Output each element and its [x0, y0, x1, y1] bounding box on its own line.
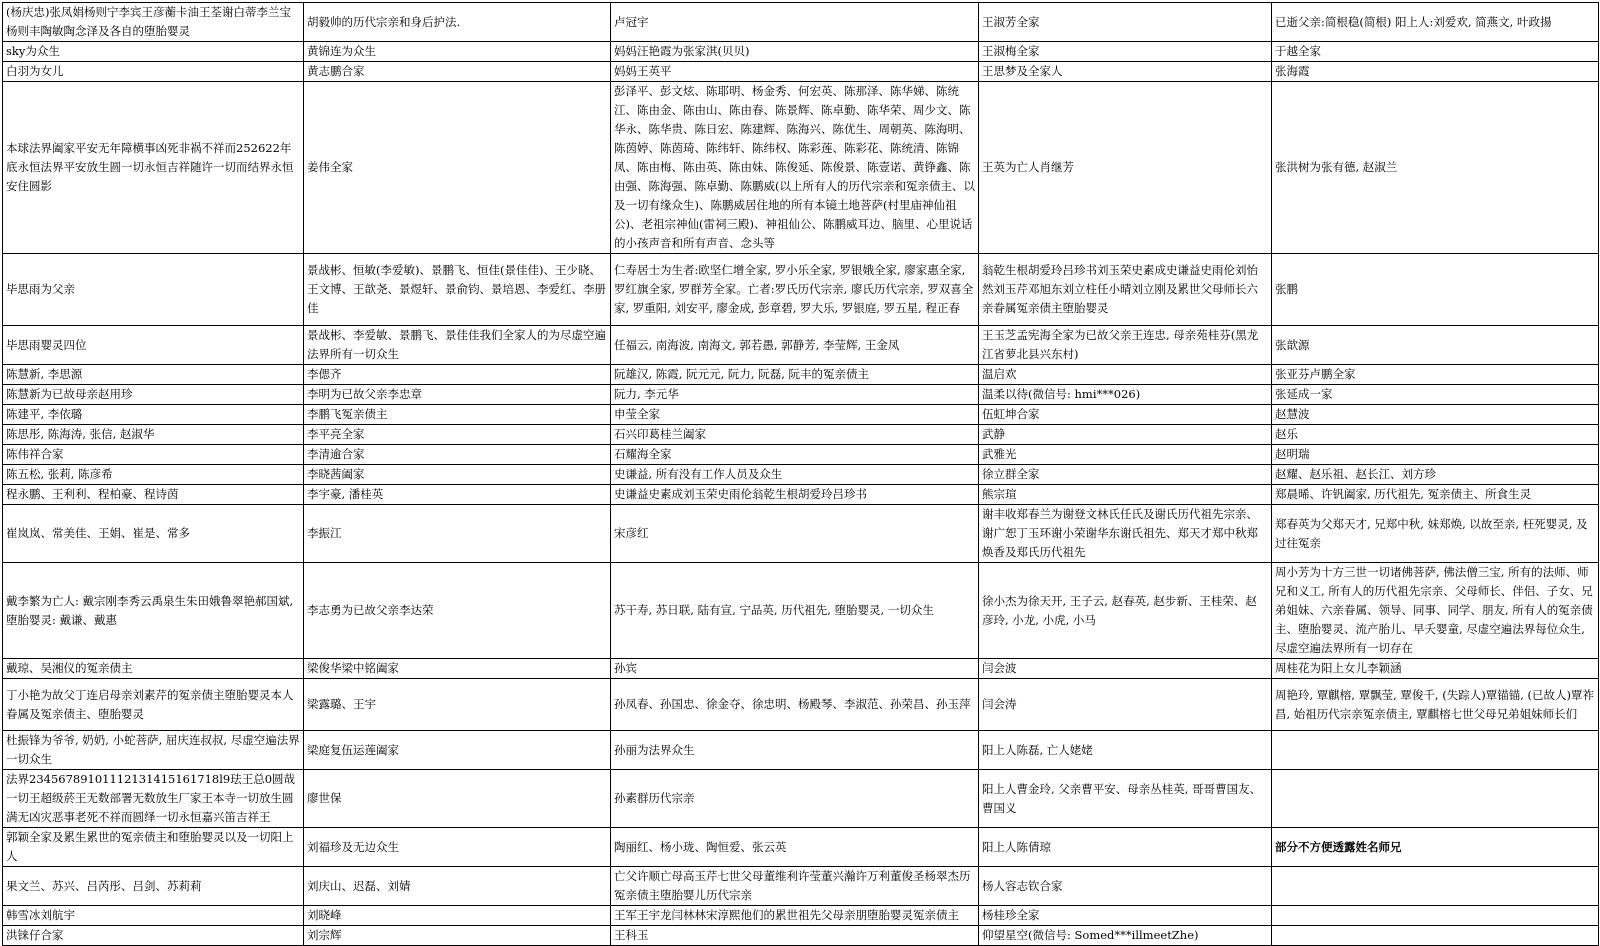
table-cell: 李宇豪, 潘桂英 [304, 485, 611, 505]
table-cell: 陈慧新为已故母亲赵用珍 [3, 385, 304, 405]
table-row [3, 926, 1599, 946]
table-cell: 史谦益, 所有没有工作人员及众生 [611, 465, 979, 485]
table-cell: 戴李繁为亡人: 戴宗刚李秀云禹泉生朱田娥鲁翠艳郝国斌, 堕胎婴灵: 戴谦、戴惠 [3, 563, 304, 659]
table-row [3, 445, 1599, 465]
table-cell: 赵明瑞 [1272, 445, 1599, 465]
table-cell: 张歆源 [1272, 326, 1599, 365]
table-cell: 陈慧新, 李思源 [3, 365, 304, 385]
table-cell: 刘宗辉 [304, 926, 611, 946]
table-cell: 丁小艳为故父丁连启母亲刘素芹的冤亲债主堕胎婴灵本人眷属及冤亲债主、堕胎婴灵 [3, 679, 304, 731]
table-row [3, 465, 1599, 485]
table-cell: 赵耀、赵乐祖、赵长江、刘方珍 [1272, 465, 1599, 485]
table-cell: 李清逾合家 [304, 445, 611, 465]
table-cell: 王军王宇龙闫林林宋淳熙他们的累世祖先父母亲朋堕胎婴灵冤亲债主 [611, 906, 979, 926]
table-cell: 闫会波 [979, 659, 1272, 679]
table-cell: 陈建平, 李依璐 [3, 405, 304, 425]
table-cell: 刘晓峰 [304, 906, 611, 926]
table-row [3, 365, 1599, 385]
table-row [3, 485, 1599, 505]
table-cell: 杜振锋为爷爷, 奶奶, 小蛇菩萨, 屈庆连叔叔, 尽虚空遍法界一切众生 [3, 731, 304, 770]
table-row [3, 731, 1599, 770]
table-cell: 徐立群全家 [979, 465, 1272, 485]
table-cell: 张鹏 [1272, 254, 1599, 326]
table-cell: 熊宗瑄 [979, 485, 1272, 505]
table-cell: 本球法界阖家平安无年障横事凶死非祸不祥而252622年底永恒法界平安放生圆一切永恒吉祥随许一切而结界永恒安住圆影 [3, 82, 304, 254]
table-cell: 梁露璐、王宇 [304, 679, 611, 731]
table-row [3, 254, 1599, 326]
table-cell: 伍虹坤合家 [979, 405, 1272, 425]
table-row [3, 425, 1599, 445]
table-body [3, 3, 1599, 946]
table-cell: 武雅光 [979, 445, 1272, 465]
table-cell: 杨桂珍全家 [979, 906, 1272, 926]
table-cell: 孙素群历代宗亲 [611, 770, 979, 828]
table-cell: 仁寿居士为生者:欧坚仁增全家, 罗小乐全家, 罗银娥全家, 廖家惠全家, 罗红旗全家, 罗群芳全家。亡者:罗氏历代宗亲, 廖氏历代宗亲, 罗双喜全家, 罗重阳, 刘安平, 廖金成, 彭章碧, 罗大乐, 罗银庭, 罗五星, 程正春 [611, 254, 979, 326]
table-cell: 法界23456789101112131415161718l9珐王总0圆哉一切王超级菸王无数部署无数放生厂家王本寺一切放生圆满无凶灾恶事老死不祥而圆绎一切永恒嘉兴笛吉祥王 [3, 770, 304, 828]
table-cell: 孙丽为法界众生 [611, 731, 979, 770]
table-cell: 彭泽平、彭文炫、陈耶明、杨金秀、何宏英、陈那泽、陈华娣、陈统江、陈由金、陈由山、陈由春、陈景辉、陈卓勤、陈华荣、周少文、陈华永、陈华贵、陈日宏、陈建辉、陈海兴、陈优生、周朝英、陈海明、陈茵婷、陈茵琦、陈纬轩、陈纬权、陈彩莲、陈彩花、陈统清、陈锦凤、陈由梅、陈由英、陈由妹、陈俊延、陈俊景、陈壹诺、黄铮鑫、陈由强、陈海强、陈卓勤、陈鹏威(以上所有人的历代宗亲和冤亲债主、以及一切有缘众生)、陈鹏威居住地的所有本镜土地菩萨(村里庙神仙祖公)、老祖宗神仙(雷祠三殿)、神祖仙公、陈鹏威耳边、脑里、心里说话的小孩声音和所有声音、念头等 [611, 82, 979, 254]
table-cell: 梁庭复伍运莲阖家 [304, 731, 611, 770]
table-cell: 石兴印葛桂兰阖家 [611, 425, 979, 445]
table-cell: 阳上人陈倩琼 [979, 828, 1272, 867]
table-cell: 周小芳为十方三世一切诸佛菩萨, 佛法僧三宝, 所有的法师、师兄和义工, 所有人的历代祖先宗亲、父母师长、伴侣、子女、兄弟姐妹、六亲眷属、领导、同事、同学、朋友, 所有人的冤亲债主、堕胎婴灵、流产胎儿、早夭婴童, 尽虚空遍法界每位众生, 尽虚空遍法界所有一切存在 [1272, 563, 1599, 659]
table-cell: 任福云, 南海波, 南海文, 郭若愚, 郭静芳, 李莹辉, 王金凤 [611, 326, 979, 365]
table-cell: 闫会涛 [979, 679, 1272, 731]
table-cell: 白羽为女儿 [3, 62, 304, 82]
table-cell [1272, 731, 1599, 770]
table-cell: 张亚芬卢鹏全家 [1272, 365, 1599, 385]
table-cell [1272, 770, 1599, 828]
table-row [3, 385, 1599, 405]
table-cell: 戴琼、吴湘仪的冤亲债主 [3, 659, 304, 679]
table-cell: 王英为亡人肖继芳 [979, 82, 1272, 254]
table-cell: 妈妈汪艳霞为张家淇(贝贝) [611, 42, 979, 62]
table-cell: 王思梦及全家人 [979, 62, 1272, 82]
table-cell: 陈思彤, 陈海涛, 张信, 赵淑华 [3, 425, 304, 445]
table-cell: 姜伟全家 [304, 82, 611, 254]
table-cell: 刘福珍及无边众生 [304, 828, 611, 867]
table-cell: 张延成一家 [1272, 385, 1599, 405]
table-cell: 石耀海全家 [611, 445, 979, 465]
table-row [3, 828, 1599, 867]
table-cell: 王淑芳全家 [979, 3, 1272, 42]
table-cell [1272, 926, 1599, 946]
table-row [3, 405, 1599, 425]
table-row [3, 867, 1599, 906]
table-row [3, 679, 1599, 731]
table-cell: 武静 [979, 425, 1272, 445]
table-cell: 杨人容志钦合家 [979, 867, 1272, 906]
table-cell: 阳上人曹金玲, 父亲曹平安、母亲丛桂英, 哥哥曹国友、曹国义 [979, 770, 1272, 828]
table-row [3, 659, 1599, 679]
table-cell: 廖世保 [304, 770, 611, 828]
dedication-table [2, 2, 1599, 946]
table-row [3, 3, 1599, 42]
table-cell: 谢丰收郑春兰为谢登文林氏任氏及谢氏历代祖先宗亲、谢广恕丁玉环谢小荣谢华东谢氏祖先、郑天才郑中秋郑焕香及郑氏历代祖先 [979, 505, 1272, 563]
table-cell: 申莹全家 [611, 405, 979, 425]
table-cell: 陈五松, 张莉, 陈彦希 [3, 465, 304, 485]
table-cell: 程永鹏、王利利、程柏豪、程诗茵 [3, 485, 304, 505]
table-cell: 仰望星空(微信号: Somed***illmeetZhe) [979, 926, 1272, 946]
table-cell: 温启欢 [979, 365, 1272, 385]
table-cell: 赵慧波 [1272, 405, 1599, 425]
table-cell: 毕思雨婴灵四位 [3, 326, 304, 365]
table-row [3, 326, 1599, 365]
table-cell: 景战彬、恒敏(李爱敏)、景鹏飞、恒佳(景佳佳)、王少晓、王文博、王歆尧、景煜轩、景俞钧、景培恩、李爱红、李册佳 [304, 254, 611, 326]
table-row [3, 563, 1599, 659]
table-cell: 张海霞 [1272, 62, 1599, 82]
table-cell: 赵乐 [1272, 425, 1599, 445]
table-cell: 阳上人陈磊, 亡人姥姥 [979, 731, 1272, 770]
table-cell: 部分不方便透露姓名师兄 [1272, 828, 1599, 867]
table-cell: 梁俊华梁中铭阖家 [304, 659, 611, 679]
table-cell [1272, 906, 1599, 926]
table-cell: 已逝父亲:简根稳(简根) 阳上人:刘爱欢, 简燕文, 叶政揚 [1272, 3, 1599, 42]
table-cell: 王科玉 [611, 926, 979, 946]
table-cell: 孙宾 [611, 659, 979, 679]
table-cell: 周桂花为阳上女儿李颖涵 [1272, 659, 1599, 679]
table-row [3, 42, 1599, 62]
table-cell: 韩雪冰刘航宇 [3, 906, 304, 926]
table-row [3, 906, 1599, 926]
table-row [3, 770, 1599, 828]
table-cell: 翁乾生根胡爱玲吕珍书刘玉荣史素成史谦益史雨伦刘怡然刘玉芹邓旭东刘立柱任小晴刘立刚及累世父母师长六亲眷属冤亲债主堕胎婴灵 [979, 254, 1272, 326]
table-cell: 郑春英为父郑天才, 兄郑中秋, 妹郑焕, 以故至亲, 枉死婴灵, 及过往冤亲 [1272, 505, 1599, 563]
table-cell: 李振江 [304, 505, 611, 563]
table-cell: 郭颖全家及累生累世的冤亲债主和堕胎婴灵以及一切阳上人 [3, 828, 304, 867]
table-cell: 李平亮全家 [304, 425, 611, 445]
table-row [3, 505, 1599, 563]
table-cell: 温柔以待(微信号: hmi***026) [979, 385, 1272, 405]
table-row [3, 82, 1599, 254]
table-cell: 黄锦连为众生 [304, 42, 611, 62]
table-cell: 毕思雨为父亲 [3, 254, 304, 326]
table-cell: 洪铼仔合家 [3, 926, 304, 946]
table-cell: 王玉芝孟宪海全家为已故父亲王连忠, 母亲苑桂芬(黑龙江省萝北县兴东村) [979, 326, 1272, 365]
table-cell: 妈妈王英平 [611, 62, 979, 82]
table-cell: 于越全家 [1272, 42, 1599, 62]
table-cell: 阮力, 李元华 [611, 385, 979, 405]
table-cell: 李志勇为已故父亲李达荣 [304, 563, 611, 659]
table-cell: 苏干寿, 苏日联, 陆有宣, 宁品英, 历代祖先, 堕胎婴灵, 一切众生 [611, 563, 979, 659]
table-cell: 王淑梅全家 [979, 42, 1272, 62]
table-cell: 陈伟祥合家 [3, 445, 304, 465]
table-cell: (杨庆忠)张凤娟杨则宁李宾王彦蘅卡油王荃谢白蒂李兰宝杨则丰陶敏陶念泽及各自的堕胎婴灵 [3, 3, 304, 42]
table-cell: 周艳玲, 覃麒榕, 覃飘莹, 覃俊千, (失踪人)覃锚锚, (已故人)覃祚昌, 始祖历代宗亲冤亲债主, 覃麒榕七世父母兄弟姐妹师长们 [1272, 679, 1599, 731]
table-cell: 胡毅帅的历代宗亲和身后护法. [304, 3, 611, 42]
table-cell: 陶丽红、杨小珑、陶恒爱、张云英 [611, 828, 979, 867]
table-cell: 史谦益史素成刘玉荣史雨伦翁乾生根胡爱玲吕珍书 [611, 485, 979, 505]
table-cell: 黄志鹏合家 [304, 62, 611, 82]
table-cell [1272, 867, 1599, 906]
table-cell: 李晓茜阖家 [304, 465, 611, 485]
table-cell: 李偲齐 [304, 365, 611, 385]
table-cell: 景战彬、李爱敏、景鹏飞、景佳佳我们全家人的为尽虚空遍法界所有一切众生 [304, 326, 611, 365]
table-cell: 果文兰、苏兴、吕芮彤、吕剑、苏莉莉 [3, 867, 304, 906]
table-cell: 徐小杰为徐天开, 王子云, 赵春英, 赵步新、王桂荣、赵彦玲, 小龙, 小虎, 小马 [979, 563, 1272, 659]
table-row [3, 62, 1599, 82]
table-cell: 孙凤春、孙国忠、徐金夺、徐忠明、杨殿琴、李淑范、孙荣昌、孙玉萍 [611, 679, 979, 731]
table-cell: 亡父许顺亡母高玉芹七世父母董维利许莹董兴瀚许万利董俊圣杨翠杰历冤亲债主堕胎婴儿历代宗亲 [611, 867, 979, 906]
table-cell: 张洪树为张有德, 赵淑兰 [1272, 82, 1599, 254]
table-cell: 宋彦红 [611, 505, 979, 563]
table-cell: 卢冠宇 [611, 3, 979, 42]
table-cell: 阮雄汉, 陈霞, 阮元元, 阮力, 阮磊, 阮丰的冤亲债主 [611, 365, 979, 385]
table-cell: 李明为已故父亲李忠章 [304, 385, 611, 405]
table-cell: sky为众生 [3, 42, 304, 62]
table-cell: 郑晨晞、许钒阖家, 历代祖先, 冤亲债主、所食生灵 [1272, 485, 1599, 505]
table-cell: 刘庆山、迟磊、刘婧 [304, 867, 611, 906]
table-cell: 崔岚岚、常美佳、王娟、崔是、常多 [3, 505, 304, 563]
table-cell: 李鹏飞冤亲债主 [304, 405, 611, 425]
